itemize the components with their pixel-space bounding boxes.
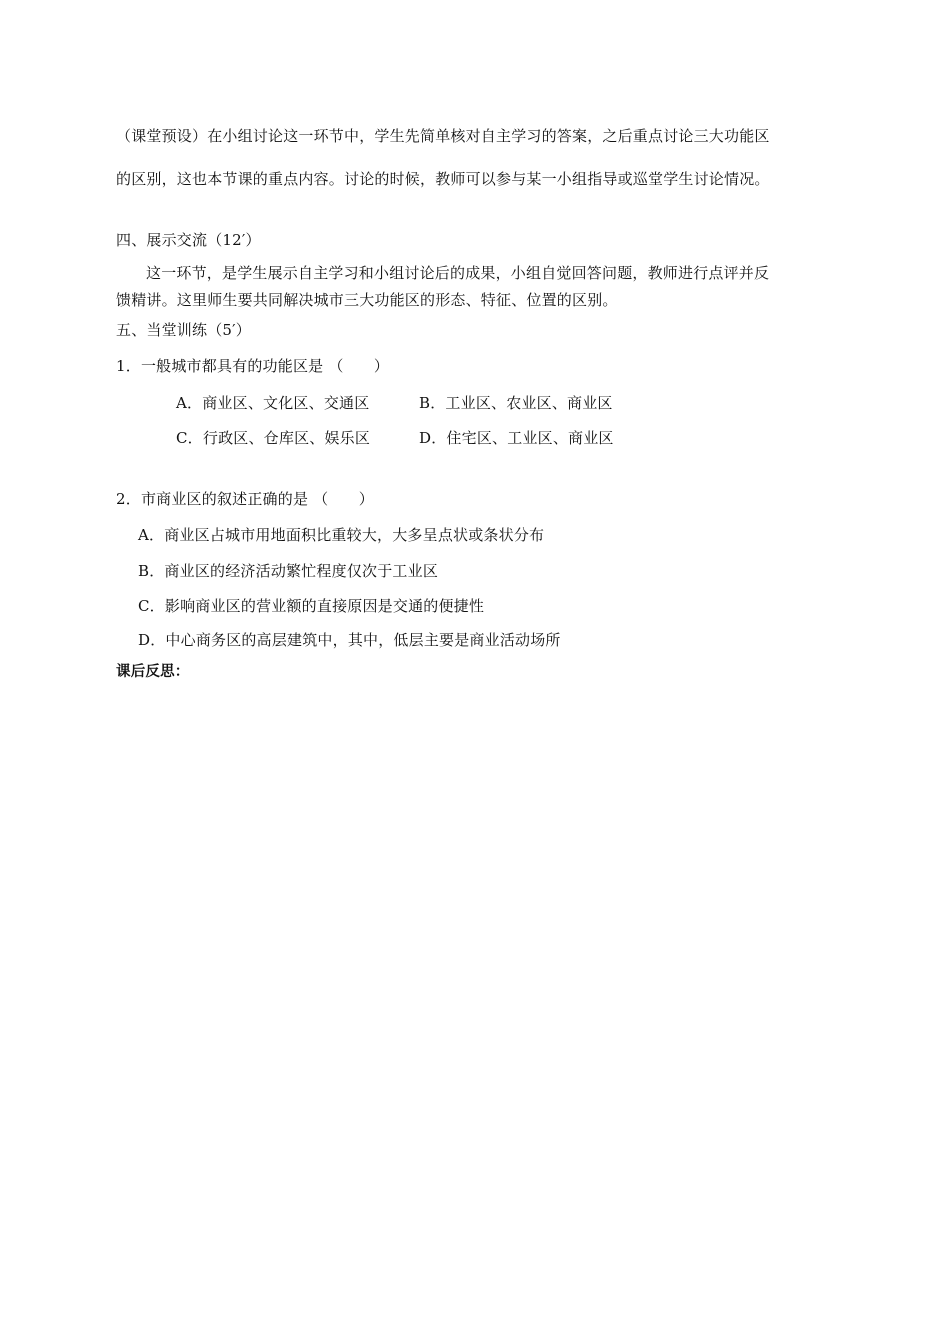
section-4-paragraph-line-1: 这一环节，是学生展示自主学习和小组讨论后的成果，小组自觉回答问题，教师进行点评并反 [146,264,770,282]
reflection-label: 课后反思： [116,664,190,680]
section-4-heading: 四、展示交流（12′） [116,231,261,249]
question-2-stem: 2．市商业区的叙述正确的是 （ ） [116,490,374,508]
question-1-option-b: B．工业区、农业区、商业区 [419,394,613,412]
question-1-option-a: A．商业区、文化区、交通区 [176,394,370,412]
preset-line-2: 的区别，这也本节课的重点内容。讨论的时候，教师可以参与某一小组指导或巡堂学生讨论情况。 [116,170,770,188]
preset-line-1: （课堂预设）在小组讨论这一环节中，学生先简单核对自主学习的答案，之后重点讨论三大功能区 [116,127,770,145]
question-1-option-d: D．住宅区、工业区、商业区 [419,429,614,447]
section-4-paragraph-line-2: 馈精讲。这里师生要共同解决城市三大功能区的形态、特征、位置的区别。 [116,291,618,309]
section-5-heading: 五、当堂训练（5′） [116,321,251,339]
question-1-option-c: C．行政区、仓库区、娱乐区 [176,429,371,447]
question-2-option-d: D．中心商务区的高层建筑中，其中，低层主要是商业活动场所 [138,631,561,649]
question-2-option-b: B．商业区的经济活动繁忙程度仅次于工业区 [138,562,439,580]
question-1-stem: 1．一般城市都具有的功能区是 （ ） [116,357,390,375]
question-2-option-c: C．影响商业区的营业额的直接原因是交通的便捷性 [138,597,485,615]
question-2-option-a: A．商业区占城市用地面积比重较大，大多呈点状或条状分布 [138,526,545,544]
